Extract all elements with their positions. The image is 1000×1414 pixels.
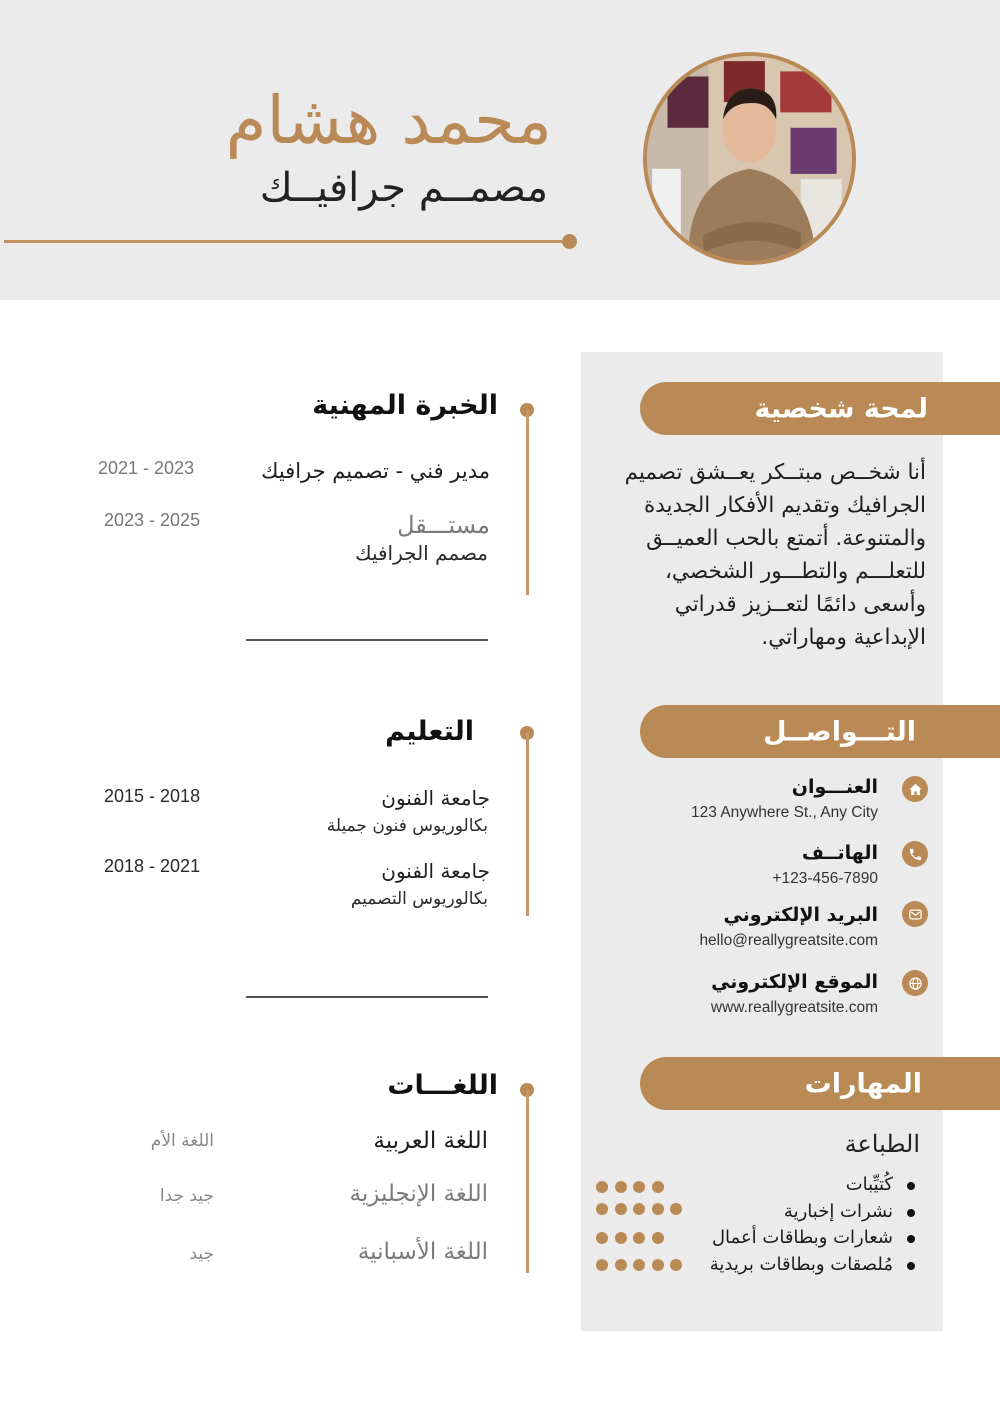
person-name: محمد هشام xyxy=(225,82,552,159)
website-label: الموقع الإلكتروني xyxy=(711,971,878,993)
education-entry-title: جامعة الفنون xyxy=(381,786,490,810)
education-entry-date: 2015 - 2018 xyxy=(104,786,201,806)
language-level: جيد جدا xyxy=(159,1186,214,1206)
contact-section-title: التـــواصــل xyxy=(763,716,916,747)
skill-item: شعارات وبطاقات أعمال xyxy=(710,1225,915,1252)
profile-section-title: لمحة شخصية xyxy=(754,393,928,424)
language-name: اللغة الأسبانية xyxy=(357,1239,488,1265)
phone-icon xyxy=(902,841,928,867)
contact-address xyxy=(691,774,878,822)
contact-email xyxy=(699,902,878,950)
header-underline xyxy=(4,240,568,243)
experience-entry-subtitle: مصمم الجرافيك xyxy=(355,541,488,565)
education-entry-subtitle: بكالوريوس فنون جميلة xyxy=(326,816,488,836)
experience-entry-date: 2021 - 2023 xyxy=(98,458,195,478)
email-label: البريد الإلكتروني xyxy=(723,904,878,926)
email-value[interactable]: hello@reallygreatsite.com xyxy=(699,932,878,949)
profile-photo xyxy=(643,52,856,265)
skill-item: كُتيِّبات xyxy=(710,1172,915,1199)
skills-section-header xyxy=(640,1057,1000,1110)
experience-entry-date: 2023 - 2025 xyxy=(104,510,201,530)
phone-value[interactable]: +123-456-7890 xyxy=(772,870,878,887)
language-name: اللغة العربية xyxy=(373,1128,488,1154)
skill-dots-row xyxy=(596,1181,664,1193)
contact-phone xyxy=(772,840,878,888)
globe-icon xyxy=(902,970,928,996)
profile-section-header xyxy=(640,382,1000,435)
experience-entry-title: مستـــقل xyxy=(397,511,490,539)
education-entry-subtitle: بكالوريوس التصميم xyxy=(350,889,488,909)
education-entry-title: جامعة الفنون xyxy=(381,859,490,883)
experience-section-title: الخبرة المهنية xyxy=(312,390,498,421)
languages-section-title: اللغـــات xyxy=(387,1070,498,1101)
skills-section-title: المهارات xyxy=(804,1068,922,1099)
education-timeline-line xyxy=(526,733,529,916)
skill-item: مُلصقات وبطاقات بريدية xyxy=(710,1252,915,1279)
home-icon xyxy=(902,776,928,802)
website-value[interactable]: www.reallygreatsite.com xyxy=(710,999,878,1016)
language-level: جيد xyxy=(189,1244,214,1264)
experience-entry-title: مدير فني - تصميم جرافيك xyxy=(261,459,490,483)
skills-list xyxy=(710,1172,915,1278)
address-value: 123 Anywhere St., Any City xyxy=(691,804,878,821)
skills-category-heading: الطباعة xyxy=(844,1130,920,1158)
language-name: اللغة الإنجليزية xyxy=(349,1181,488,1207)
skill-dots-row xyxy=(596,1232,664,1244)
education-entry-date: 2018 - 2021 xyxy=(104,856,201,876)
header-line-dot xyxy=(562,234,577,249)
education-section-title: التعليم xyxy=(385,716,474,747)
address-label: العنـــوان xyxy=(791,776,878,798)
section-divider xyxy=(246,996,488,998)
contact-website xyxy=(711,969,878,1017)
skill-item: نشرات إخبارية xyxy=(710,1199,915,1226)
mail-icon xyxy=(902,901,928,927)
language-level: اللغة الأم xyxy=(150,1131,214,1151)
section-divider xyxy=(246,639,488,641)
skill-dots-row xyxy=(596,1259,682,1271)
contact-section-header xyxy=(640,705,1000,758)
experience-timeline-line xyxy=(526,410,529,595)
skill-dots-row xyxy=(596,1203,682,1215)
job-title: مصمــم جرافيــك xyxy=(259,165,548,211)
languages-timeline-line xyxy=(526,1090,529,1273)
profile-summary: أنا شخــص مبتــكر يعــشق تصميم الجرافيك وتقديم الأفكار الجديدة والمتنوعة. أتمتع بالحب العميــق للتعلـــم والتطـــور الشخصي، وأسعى دائمًا لتعــزيز قدراتي الإبداعية ومهاراتي. xyxy=(624,460,926,650)
phone-label: الهاتــف xyxy=(801,842,878,864)
portrait-photo-icon xyxy=(647,56,852,261)
